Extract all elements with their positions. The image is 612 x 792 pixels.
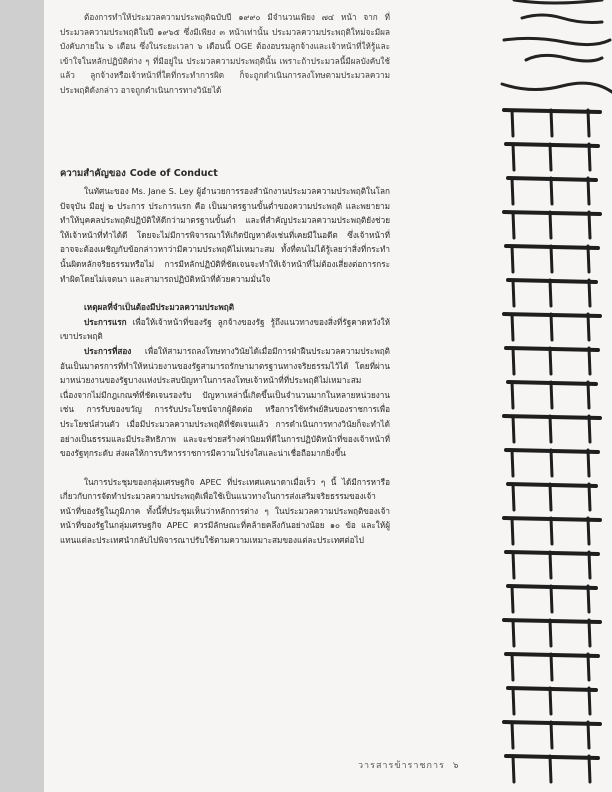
brush-stroke-post	[512, 314, 513, 340]
brush-stroke-post	[512, 178, 513, 204]
section-title: ความสำคัญของ	[60, 168, 126, 179]
brush-stroke-post	[550, 756, 551, 782]
brush-stroke-post	[589, 484, 590, 510]
brush-stroke-post	[589, 620, 590, 646]
brush-stroke-post	[551, 654, 552, 680]
closing-paragraph: ในการประชุมของกลุ่มเศรษฐกิจ APEC ที่ประเทศแคนาดาเมื่อเร็ว ๆ นี้ ได้มีการหารือเกี่ยวกับการจัดทำประมวลความประพฤติเพื่อใช้เป็นแนวทางในการส่งเสริมจริยธรรมของเจ้าหน้าที่ของรัฐในภูมิภาค ทั้งนี้ที่ประชุมเห็นว่าหลักการต่าง ๆ ในประมวลความประพฤติของเจ้าหน้าที่ของรัฐในกลุ่มเศรษฐกิจ APEC ควรมีลักษณะที่คล้ายคลึงกันอย่างน้อย ๑๐ ข้อ และให้ผู้แทนแต่ละประเทศนำกลับไปพิจารณาปรับใช้ตามความเหมาะสมของแต่ละประเทศต่อไป	[60, 476, 390, 546]
brush-stroke-post	[589, 280, 590, 306]
brush-stroke-post	[551, 722, 552, 748]
brush-stroke-post	[550, 484, 551, 510]
brush-stroke-post	[589, 756, 590, 782]
brush-stroke-rung	[504, 212, 600, 214]
brush-stroke-post	[551, 586, 552, 612]
reasons-heading: เหตุผลที่จำเป็นต้องมีประมวลความประพฤติ	[84, 302, 235, 313]
brush-stroke-post	[551, 246, 552, 272]
brush-stroke-rung	[504, 620, 600, 622]
brush-stroke-post	[589, 144, 590, 170]
brush-stroke-post	[513, 688, 514, 714]
brush-stroke-post	[588, 518, 589, 544]
brush-stroke-rung	[508, 688, 596, 690]
brush-stroke-post	[588, 314, 589, 340]
section-title-en: Code of Conduct	[129, 168, 218, 179]
brush-stroke-post	[513, 348, 514, 374]
brush-stroke-post	[551, 178, 552, 204]
reason1-text: เพื่อให้เจ้าหน้าที่ของรัฐ ลูกจ้างของรัฐ รู้ถึงแนวทางของสิ่งที่รัฐคาดหวังให้เขาประพฤติ	[60, 316, 390, 342]
section-heading	[60, 166, 218, 181]
brush-stroke-post	[512, 586, 513, 612]
brush-stroke-post	[589, 416, 590, 442]
brush-stroke-post	[588, 586, 589, 612]
brush-stroke-post	[512, 382, 513, 408]
brush-stroke-rung	[506, 756, 598, 758]
reason2-label: ประการที่สอง	[84, 345, 132, 356]
brush-stroke-post	[589, 552, 590, 578]
brush-stroke-post	[512, 450, 513, 476]
brush-stroke-post	[550, 416, 551, 442]
brush-stroke-post	[551, 314, 552, 340]
brush-stroke-post	[550, 144, 551, 170]
brush-stroke-rung	[508, 280, 596, 282]
decorative-scribble-border	[492, 0, 612, 792]
brush-stroke-post	[513, 416, 514, 442]
article-body	[60, 184, 390, 548]
brush-stroke-post	[551, 382, 552, 408]
brush-stroke-post	[551, 450, 552, 476]
brush-stroke-post	[551, 110, 552, 136]
brush-stroke-post	[513, 484, 514, 510]
brush-stroke-rung	[506, 552, 598, 554]
brush-stroke-post	[589, 348, 590, 374]
brush-stroke-post	[512, 722, 513, 748]
brush-stroke-post	[550, 688, 551, 714]
brush-stroke-post	[513, 212, 514, 238]
brush-stroke-post	[588, 722, 589, 748]
brush-stroke-rung	[506, 144, 598, 146]
brush-stroke-post	[512, 654, 513, 680]
intro-paragraph: ต้องการทำให้ประมวลความประพฤติฉบับปี ๑๙๙๐ มีจำนวนเพียง ๗๔ หน้า จาก ที่ประมวลความประพฤติในปี ๑๙๖๕ ซึ่งมีเพียง ๓ หน้าเท่านั้น ประมวลความประพฤติใหม่จะมีผลบังคับภายใน ๖ เดือน ซึ่งในระยะเวลา ๖ เดือนนี้ OGE ต้องอบรมลูกจ้างและเจ้าหน้าที่ให้รู้และเข้าใจในหลักปฏิบัติต่าง ๆ ที่มีอยู่ใน ประมวลความประพฤตินั้น เพราะถ้าประมวลนี้มีผลบังคับใช้แล้ว ลูกจ้างหรือเจ้าหน้าที่ใดที่กระทำการผิด ก็จะถูกดำเนินการลงโทษตามประมวลความประพฤติดังกล่าว อาจถูกดำเนินการทางวินัยได้	[60, 12, 390, 95]
brush-stroke-post	[588, 246, 589, 272]
brush-stroke-post	[550, 552, 551, 578]
brush-stroke-post	[588, 178, 589, 204]
reason1-label: ประการแรก	[84, 316, 127, 327]
scan-margin	[0, 0, 44, 792]
reason2-text: เพื่อให้สามารถลงโทษทางวินัยได้เมื่อมีการฝ่าฝืนประมวลความประพฤติ อันเป็นมาตรการที่ทำให้หน่วยงานของรัฐสามารถรักษามาตรฐานทางจริยธรรมไว้ได้ โดยที่ผ่านมาหน่วยงานของรัฐบางแห่งประสบปัญหาในการลงโทษเจ้าหน้าที่ที่ประพฤติไม่เหมาะสม เนื่องจากไม่มีกฎเกณฑ์ที่ชัดเจนรองรับ ปัญหาเหล่านี้เกิดขึ้นเป็นจำนวนมากในหลายหน่วยงาน เช่น การรับของขวัญ การรับประโยชน์จากผู้ติดต่อ หรือการใช้ทรัพย์สินของราชการเพื่อประโยชน์ส่วนตัว เมื่อมีประมวลความประพฤติที่ชัดเจนแล้ว การดำเนินการทางวินัยก็จะทำได้อย่างเป็นธรรมและมีประสิทธิภาพ และจะช่วยสร้างค่านิยมที่ดีในการปฏิบัติหน้าที่ของเจ้าหน้าที่ของรัฐทุกระดับ ส่งผลให้การบริหารราชการมีความโปร่งใสและน่าเชื่อถือมากยิ่งขึ้น	[60, 345, 390, 459]
brush-stroke-post	[589, 212, 590, 238]
brush-stroke-post	[512, 246, 513, 272]
brush-stroke-post	[588, 382, 589, 408]
page-footer	[358, 758, 514, 772]
brush-stroke-rung	[508, 484, 596, 486]
brush-stroke-post	[513, 620, 514, 646]
brush-stroke-post	[588, 110, 589, 136]
brush-stroke-post	[589, 688, 590, 714]
brush-stroke-rung	[504, 416, 600, 418]
journal-name: วารสารข้าราชการ	[358, 761, 445, 771]
importance-paragraph: ในทัศนะของ Ms. Jane S. Ley ผู้อำนวยการรองสำนักงานประมวลความประพฤติในโลกปัจจุบัน มีอยู่ ๒ ประการ ประการแรก คือ เป็นมาตรฐานขั้นต่ำของความประพฤติ และพยายามทำให้บุคคลประพฤติปฏิบัติให้ดีกว่ามาตรฐานขั้นต่ำ และที่สำคัญประมวลความประพฤติยังช่วยให้เจ้าหน้าที่ทำได้ดี โดยจะไม่มีการพิจารณาให้เกิดปัญหาดังเช่นที่เคยมีในอดีต ซึ่งเจ้าหน้าที่อาจจะต้องเผชิญกับข้อกล่าวหาว่ามีความประพฤติไม่เหมาะสม ทั้งที่ตนไม่ได้รู้เลยว่าสิ่งที่กระทำนั้นผิดหลักจริยธรรมหรือไม่ การมีหลักปฏิบัติที่ชัดเจนจะทำให้เจ้าหน้าที่ไม่ต้องเสี่ยงต่อการกระทำผิดโดยไม่เจตนา และสามารถปฏิบัติหน้าที่ด้วยความมั่นใจ	[60, 186, 390, 284]
brush-stroke-post	[512, 110, 513, 136]
brush-stroke-post	[550, 212, 551, 238]
brush-stroke-post	[513, 144, 514, 170]
intro-paragraph-block	[60, 10, 390, 98]
brush-stroke-post	[550, 348, 551, 374]
brush-stroke-post	[551, 518, 552, 544]
page-number: ๖	[452, 761, 460, 771]
brush-stroke-post	[550, 280, 551, 306]
brush-stroke-post	[588, 450, 589, 476]
brush-stroke-post	[513, 280, 514, 306]
brush-stroke-rung	[506, 348, 598, 350]
brush-stroke-post	[550, 620, 551, 646]
brush-stroke-post	[512, 518, 513, 544]
brush-stroke-post	[588, 654, 589, 680]
brush-stroke-post	[513, 552, 514, 578]
